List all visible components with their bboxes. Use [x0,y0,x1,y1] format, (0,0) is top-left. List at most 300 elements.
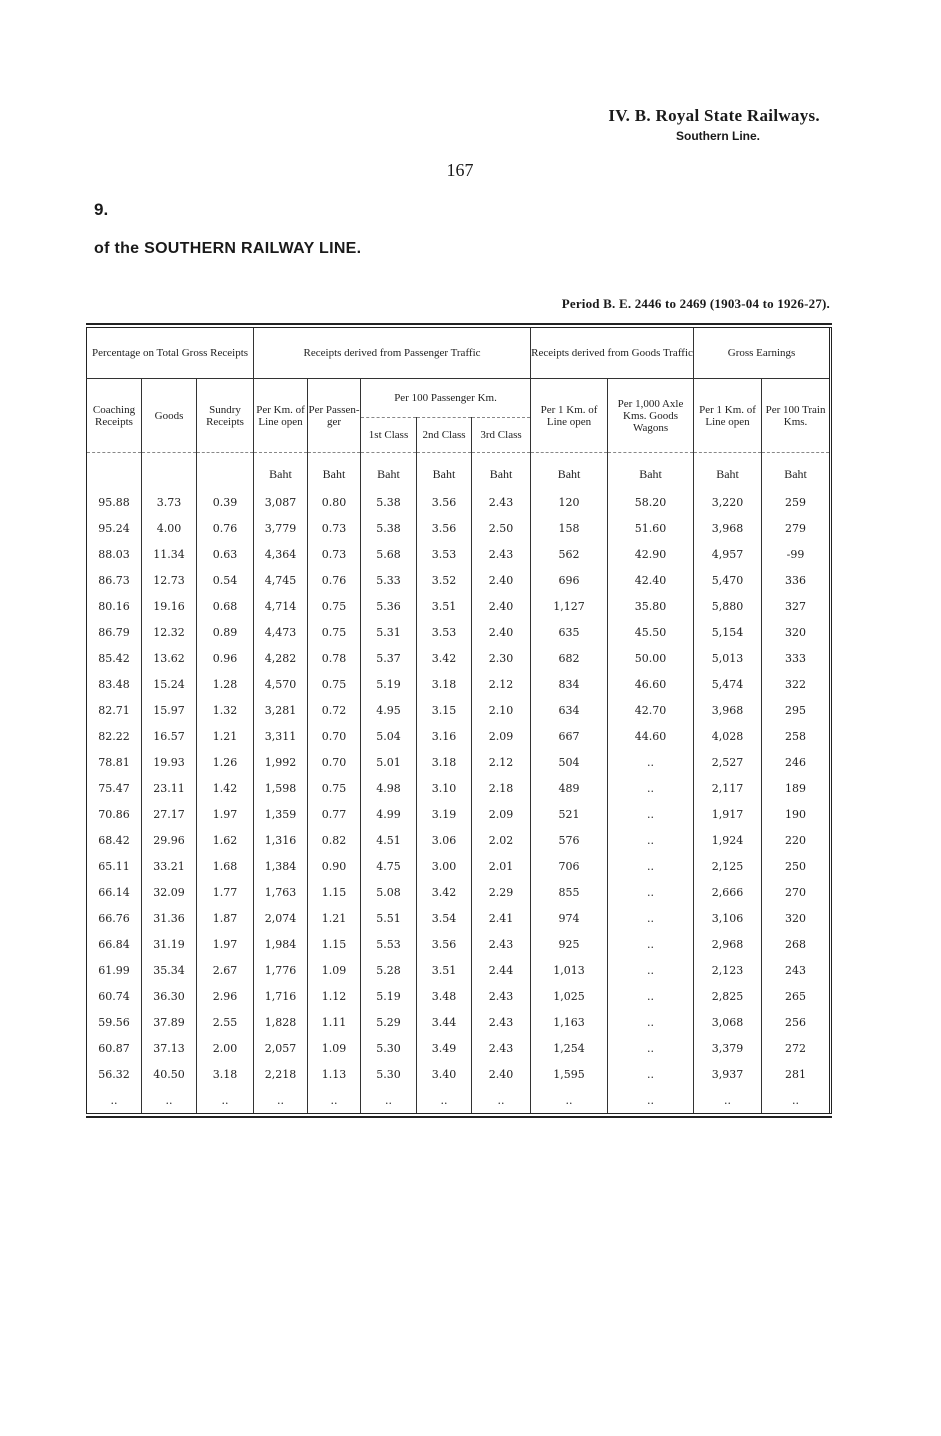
table-cell: 1,776 [254,957,308,983]
table-cell: 2.44 [472,957,531,983]
table-cell: 2.43 [472,541,531,567]
table-cell: 635 [531,619,608,645]
table-cell: 1,384 [254,853,308,879]
table-cell: 44.60 [608,723,694,749]
col-header-second-class: 2nd Class [417,418,472,453]
table-cell: 1,163 [531,1009,608,1035]
table-cell: 3.52 [417,567,472,593]
table-cell: 158 [531,515,608,541]
table-cell: .. [792,1093,800,1107]
table-cell: 35.34 [142,957,197,983]
table-cell: 2.02 [472,827,531,853]
unit-cell: Baht [531,453,608,490]
table-cell: 70.86 [87,801,142,827]
table-cell: .. [608,1061,694,1087]
table-row [87,1061,831,1087]
table-cell: 4,028 [694,723,762,749]
table-cell: 3,220 [694,489,762,515]
unit-cell: Baht [417,453,472,490]
table-cell: 2,666 [694,879,762,905]
table-row [87,567,831,593]
col-header-gross-per-km: Per 1 Km. of Line open [694,379,762,453]
col-header-per-km-line: Per Km. of Line open [254,379,308,453]
table-cell: .. [608,775,694,801]
table-cell: 1.21 [197,723,254,749]
table-cell: .. [608,931,694,957]
table-cell: 4,745 [254,567,308,593]
table-cell: 5.19 [361,671,417,697]
table-cell: 2.09 [472,801,531,827]
table-cell: 37.13 [142,1035,197,1061]
table-cell: 2,117 [694,775,762,801]
table-cell: 1.42 [197,775,254,801]
table-cell: 58.20 [608,489,694,515]
table-row [87,1009,831,1035]
table-cell: 1,992 [254,749,308,775]
table-cell: 56.32 [87,1061,142,1087]
table-cell: 3.51 [417,593,472,619]
table-cell: 2.96 [197,983,254,1009]
table-cell: 1.28 [197,671,254,697]
table-cell: 0.70 [308,749,361,775]
table-cell: 855 [531,879,608,905]
table-cell: 3.53 [417,619,472,645]
table-cell: 65.11 [87,853,142,879]
col-header-sundry: Sundry Receipts [197,379,254,453]
table-cell: 4.95 [361,697,417,723]
table-cell: 95.88 [87,489,142,515]
table-cell: 68.42 [87,827,142,853]
table-cell: 4,957 [694,541,762,567]
table-cell: 0.63 [197,541,254,567]
table-cell: 0.39 [197,489,254,515]
table-cell: 86.73 [87,567,142,593]
table-row [87,775,831,801]
table-row [87,489,831,515]
page-number: 167 [446,160,474,180]
table-cell: 1.32 [197,697,254,723]
table-cell: 45.50 [608,619,694,645]
table-cell: 5.01 [361,749,417,775]
table-cell: 2.12 [472,671,531,697]
table-cell: 2.43 [472,983,531,1009]
table-row [87,931,831,957]
table-cell: 37.89 [142,1009,197,1035]
table-cell: 5.37 [361,645,417,671]
table-row [87,671,831,697]
table-cell: 31.36 [142,905,197,931]
table-cell: 279 [785,521,807,535]
table-cell: .. [608,853,694,879]
table-cell: 0.75 [308,593,361,619]
table-cell: 31.19 [142,931,197,957]
table-cell: 0.90 [308,853,361,879]
table-cell: 5.51 [361,905,417,931]
table-cell: 3.53 [417,541,472,567]
table-row [87,749,831,775]
table-cell: 19.16 [142,593,197,619]
table-cell: 3.15 [417,697,472,723]
table-cell: 0.78 [308,645,361,671]
table-cell: 2.00 [197,1035,254,1061]
table-cell: 265 [785,989,807,1003]
table-cell: 3.54 [417,905,472,931]
table-cell: 0.77 [308,801,361,827]
table-cell: 2,825 [694,983,762,1009]
table-cell: 0.75 [308,619,361,645]
col-header-gross-per-train: Per 100 Train Kms. [762,379,831,453]
table-cell: 4.00 [142,515,197,541]
table-cell: 1.87 [197,905,254,931]
table-cell: 0.73 [308,541,361,567]
table-cell: 29.96 [142,827,197,853]
running-header-title: IV. B. Royal State Railways. [608,106,820,125]
table-row [87,515,831,541]
table-cell: .. [608,749,694,775]
table-cell: 3,281 [254,697,308,723]
table-cell: 5.19 [361,983,417,1009]
table-cell: 1,359 [254,801,308,827]
table-cell: 1,127 [531,593,608,619]
table-cell: 258 [785,729,807,743]
table-cell: 60.74 [87,983,142,1009]
table-cell: 696 [531,567,608,593]
table-cell: .. [608,983,694,1009]
statistics-table [86,328,832,1113]
table-cell: 1.68 [197,853,254,879]
table-cell: 5.38 [361,489,417,515]
table-cell: 1,598 [254,775,308,801]
table-cell: 1,828 [254,1009,308,1035]
table-cell: 1.09 [308,957,361,983]
table-cell: 36.30 [142,983,197,1009]
table-cell: 5.53 [361,931,417,957]
table-cell: 1,316 [254,827,308,853]
table-top-rule [86,323,832,325]
section-number: 9. [94,200,109,219]
unit-cell: Baht [308,453,361,490]
table-cell: 190 [785,807,807,821]
unit-cell [142,453,197,490]
table-row [87,723,831,749]
table-cell: 2.12 [472,749,531,775]
table-cell: 0.75 [308,671,361,697]
table-cell: 320 [785,625,807,639]
table-cell: 42.40 [608,567,694,593]
table-cell: .. [608,957,694,983]
table-cell: 2.40 [472,593,531,619]
table-row [87,593,831,619]
table-cell: 270 [785,885,807,899]
table-row [87,827,831,853]
table-cell: .. [608,1009,694,1035]
table-cell: 3.44 [417,1009,472,1035]
col-header-coaching: Coaching Receipts [87,379,142,453]
group-header-percentage: Percentage on Total Gross Receipts [87,328,254,379]
table-cell: 1,984 [254,931,308,957]
table-cell: 3.18 [417,671,472,697]
table-cell: 2.29 [472,879,531,905]
table-cell: 3,068 [694,1009,762,1035]
table-cell: 3,937 [694,1061,762,1087]
period-caption: Period B. E. 2446 to 2469 (1903-04 to 1926-27). [561,296,830,311]
table-cell: 1.13 [308,1061,361,1087]
table-cell: 2,968 [694,931,762,957]
table-cell: 634 [531,697,608,723]
table-cell: 75.47 [87,775,142,801]
col-header-goods-per-km: Per 1 Km. of Line open [531,379,608,453]
table-cell: .. [308,1087,361,1113]
table-cell: 4.51 [361,827,417,853]
table-cell: 1,716 [254,983,308,1009]
table-cell: 3,968 [694,515,762,541]
table-cell: 3.51 [417,957,472,983]
col-header-goods-per-axle: Per 1,000 Axle Kms. Goods Wagons [608,379,694,453]
table-row [87,645,831,671]
table-cell: 33.21 [142,853,197,879]
table-cell: 2.01 [472,853,531,879]
table-cell: 1.12 [308,983,361,1009]
table-cell: 5.08 [361,879,417,905]
table-cell: 3.48 [417,983,472,1009]
table-cell: 86.79 [87,619,142,645]
table-cell: 83.48 [87,671,142,697]
table-cell: 88.03 [87,541,142,567]
table-body [87,453,831,1114]
table-cell: 2,218 [254,1061,308,1087]
table-cell: 3,106 [694,905,762,931]
table-cell: 2,123 [694,957,762,983]
running-header-subtitle: Southern Line. [676,129,760,143]
table-cell: 2.67 [197,957,254,983]
table-cell: 4,714 [254,593,308,619]
table-cell: 12.73 [142,567,197,593]
table-cell: 2.09 [472,723,531,749]
table-cell: 1.77 [197,879,254,905]
table-cell: 5.33 [361,567,417,593]
table-row [87,697,831,723]
table-cell: 682 [531,645,608,671]
group-header-gross: Gross Earnings [727,347,796,359]
table-cell: 13.62 [142,645,197,671]
table-cell: 5.29 [361,1009,417,1035]
table-cell: 562 [531,541,608,567]
table-cell: 95.24 [87,515,142,541]
table-bottom-rule [86,1116,832,1118]
table-cell: 4.99 [361,801,417,827]
table-cell: 489 [531,775,608,801]
table-cell: 3.18 [197,1061,254,1087]
table-cell: 16.57 [142,723,197,749]
table-cell: 1.62 [197,827,254,853]
table-cell: 1.97 [197,931,254,957]
table-cell: .. [87,1087,142,1113]
table-cell: 4,473 [254,619,308,645]
unit-cell [87,453,142,490]
statistics-table-container [86,323,832,1118]
table-cell: 60.87 [87,1035,142,1061]
table-cell: 5.28 [361,957,417,983]
table-cell: 3.06 [417,827,472,853]
table-cell: 46.60 [608,671,694,697]
table-cell: 2.41 [472,905,531,931]
table-cell: .. [608,801,694,827]
table-cell: 2.43 [472,1035,531,1061]
table-cell: 281 [785,1067,807,1081]
table-cell: 0.54 [197,567,254,593]
table-row [87,1087,831,1113]
table-cell: 1,595 [531,1061,608,1087]
table-cell: 1,025 [531,983,608,1009]
table-cell: 0.96 [197,645,254,671]
table-cell: 3.56 [417,489,472,515]
table-cell: 12.32 [142,619,197,645]
table-cell: 61.99 [87,957,142,983]
table-cell: 3,779 [254,515,308,541]
table-cell: 66.76 [87,905,142,931]
table-cell: 1,254 [531,1035,608,1061]
table-cell: .. [608,1035,694,1061]
table-cell: 250 [785,859,807,873]
table-cell: 32.09 [142,879,197,905]
table-cell: 333 [785,651,807,665]
table-cell: 706 [531,853,608,879]
unit-cell: Baht [608,453,694,490]
table-cell: 4,282 [254,645,308,671]
table-cell: 3.42 [417,645,472,671]
table-cell: 243 [785,963,807,977]
table-cell: 504 [531,749,608,775]
table-cell: 3.73 [142,489,197,515]
table-cell: 925 [531,931,608,957]
table-cell: 327 [785,599,807,613]
col-header-first-class: 1st Class [361,418,417,453]
table-cell: 0.80 [308,489,361,515]
table-row [87,801,831,827]
table-cell: 5,880 [694,593,762,619]
table-cell: 259 [785,495,807,509]
table-cell: 246 [785,755,807,769]
group-header-goods: Receipts derived from Goods Traffic [531,328,694,379]
table-cell: 1.15 [308,879,361,905]
table-cell: 5,013 [694,645,762,671]
table-cell: 5.36 [361,593,417,619]
table-cell: 1.11 [308,1009,361,1035]
table-cell: 23.11 [142,775,197,801]
table-cell: 5.38 [361,515,417,541]
table-cell: 2,057 [254,1035,308,1061]
table-cell: 35.80 [608,593,694,619]
table-row [87,619,831,645]
unit-cell: Baht [361,453,417,490]
table-cell: 59.56 [87,1009,142,1035]
table-cell: 3.56 [417,515,472,541]
table-cell: 0.75 [308,775,361,801]
table-cell: 2.30 [472,645,531,671]
table-cell: 2.40 [472,567,531,593]
table-cell: 1.15 [308,931,361,957]
table-cell: 3,379 [694,1035,762,1061]
table-cell: -99 [786,547,805,561]
table-cell: .. [531,1087,608,1113]
table-cell: 2.18 [472,775,531,801]
table-cell: 834 [531,671,608,697]
unit-cell: Baht [784,466,807,481]
table-cell: .. [608,879,694,905]
table-cell: 82.22 [87,723,142,749]
col-header-goods: Goods [142,379,197,453]
unit-cell: Baht [472,453,531,490]
table-cell: 1.26 [197,749,254,775]
table-cell: 2.55 [197,1009,254,1035]
table-cell: 50.00 [608,645,694,671]
table-cell: 0.89 [197,619,254,645]
table-cell: 2.43 [472,1009,531,1035]
col-header-third-class: 3rd Class [472,418,531,453]
table-cell: 40.50 [142,1061,197,1087]
table-cell: 2.50 [472,515,531,541]
units-row [87,453,831,490]
table-cell: 85.42 [87,645,142,671]
table-cell: 1,763 [254,879,308,905]
table-cell: 1,924 [694,827,762,853]
table-cell: 5.31 [361,619,417,645]
table-cell: 272 [785,1041,807,1055]
table-cell: 1,013 [531,957,608,983]
table-cell: 0.76 [197,515,254,541]
table-cell: 5,154 [694,619,762,645]
table-cell: 322 [785,677,807,691]
table-cell: 4,570 [254,671,308,697]
table-cell: .. [694,1087,762,1113]
table-cell: 3.18 [417,749,472,775]
table-cell: 19.93 [142,749,197,775]
table-cell: 4.75 [361,853,417,879]
table-cell: 3.19 [417,801,472,827]
table-cell: 576 [531,827,608,853]
table-cell: 0.70 [308,723,361,749]
table-cell: 336 [785,573,807,587]
table-cell: 78.81 [87,749,142,775]
table-cell: 5.68 [361,541,417,567]
table-cell: 80.16 [87,593,142,619]
table-cell: 3,311 [254,723,308,749]
table-row [87,1035,831,1061]
table-cell: 0.73 [308,515,361,541]
table-cell: .. [361,1087,417,1113]
table-cell: 220 [785,833,807,847]
table-cell: .. [197,1087,254,1113]
unit-cell: Baht [254,453,308,490]
table-cell: 0.72 [308,697,361,723]
table-cell: .. [472,1087,531,1113]
table-bottom-rule-thin [86,1113,832,1114]
table-cell: 1.21 [308,905,361,931]
table-cell: 15.24 [142,671,197,697]
table-cell: 5.30 [361,1061,417,1087]
table-cell: 2,125 [694,853,762,879]
table-cell: 3.00 [417,853,472,879]
table-cell: 256 [785,1015,807,1029]
table-cell: 3.49 [417,1035,472,1061]
table-cell: 120 [531,489,608,515]
table-cell: 42.70 [608,697,694,723]
table-cell: 2.43 [472,489,531,515]
table-cell: 2.10 [472,697,531,723]
table-cell: .. [254,1087,308,1113]
table-cell: 1.09 [308,1035,361,1061]
table-row [87,879,831,905]
